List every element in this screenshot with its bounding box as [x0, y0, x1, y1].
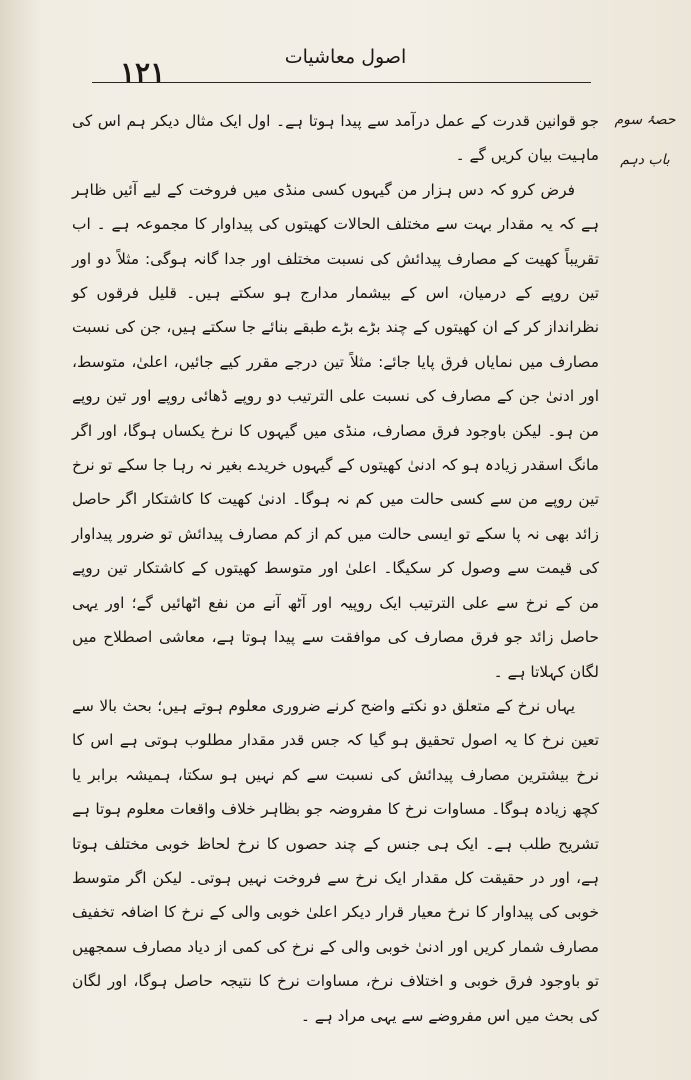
running-title: اصول معاشیات: [284, 46, 407, 68]
margin-note: [605, 100, 685, 180]
page-number: ۱۲۱: [120, 56, 166, 89]
margin-note-part: حصۂ سوم: [614, 112, 676, 128]
paragraph-3: یہاں نرخ کے متعلق دو نکتے واضح کرنے ضروری معلوم ہوتے ہیں؛ بحث بالا سے تعین نرخ کا یہ اصول تحقیق ہو گیا کہ جس قدر مقدار مطلوب ہوتی ہے اس کا نرخ بیشترین مصارف پیدائش کی نسبت سے کم نہیں ہو سکتا، ہمیشہ برابر یا کچھ زیادہ ہوگا۔ مساوات نرخ کا مفروضہ جو بظاہر خلاف واقعات معلوم ہوتا ہے تشریح طلب ہے۔ ایک ہی جنس کے چند حصوں کا نرخ لحاظ خوبی مختلف ہوتا ہے، اور در حقیقت کل مقدار ایک نرخ سے فروخت نہیں ہوتی۔ لیکن اگر متوسط خوبی کی پیداوار کا نرخ معیار قرار دیکر اعلیٰ خوبی والی کے نرخ کا اضافہ تخفیف مصارف شمار کریں اور ادنیٰ خوبی والی کے نرخ کی کمی از دیاد مصارف سمجھیں تو باوجود فرق خوبی و اختلاف نرخ، مساوات نرخ کا نتیجہ حاصل ہوگا، اور لگان کی بحث میں اس مفروضے سے یہی مراد ہے ۔: [72, 696, 599, 1025]
body-text: [72, 104, 599, 1033]
paragraph-2: فرض کرو کہ دس ہزار من گیہوں کسی منڈی میں فروخت کے لیے آئیں ظاہر ہے کہ یہ مقدار بہت سے مختلف الحالات کھیتوں کی پیداوار کا مجموعہ ہے ۔ اب تقریباً کھیت کے مصارف پیدائش کی نسبت مختلف اور جدا گانہ ہوگی: مثلاً دو اور تین روپے کے درمیان، اس کے بیشمار مدارج ہو سکتے ہیں۔ قلیل فرقوں کو نظرانداز کر کے ان کھیتوں کے چند بڑے بڑے طبقے بنائے جا سکتے ہیں، جن کی نسبت مصارف میں نمایاں فرق پایا جائے: مثلاً تین درجے مقرر کیے جائیں، اعلیٰ، متوسط، اور ادنیٰ جن کے مصارف کی نسبت علی الترتیب دو روپے ڈھائی روپے اور تین روپے من ہو۔ لیکن باوجود فرق مصارف، منڈی میں گیہوں کا نرخ یکساں ہوگا، اور اگر مانگ اسقدر زیادہ ہو کہ ادنیٰ کھیتوں کے گیہوں خریدے بغیر نہ رہا جا سکے تو نرخ تین روپے من سے کسی حالت میں کم نہ ہوگا۔ ادنیٰ کھیت کا کاشتکار اگر حاصل زائد بھی نہ پا سکے تو ایسی حالت میں کم از کم مصارف پیدائش تو ضرور پیداوار کی قیمت سے وصول کر سکیگا۔ اعلیٰ اور متوسط کھیتوں کے کاشتکار تین روپے من کے نرخ سے علی الترتیب ایک روپیہ اور آٹھ آنے من نفع اٹھائیں گے؛ اور یہی حاصل زائد جو فرق مصارف کی موافقت سے پیدا ہوتا ہے، معاشی اصطلاح میں لگان کہلاتا ہے ۔: [72, 180, 599, 681]
margin-note-chapter: باب دہم: [620, 152, 670, 168]
paragraph-1: جو قوانین قدرت کے عمل درآمد سے پیدا ہوتا ہے۔ اول ایک مثال دیکر ہم اس کی ماہیت بیان کریں گے ۔: [72, 112, 599, 165]
header-rule: [92, 82, 591, 83]
